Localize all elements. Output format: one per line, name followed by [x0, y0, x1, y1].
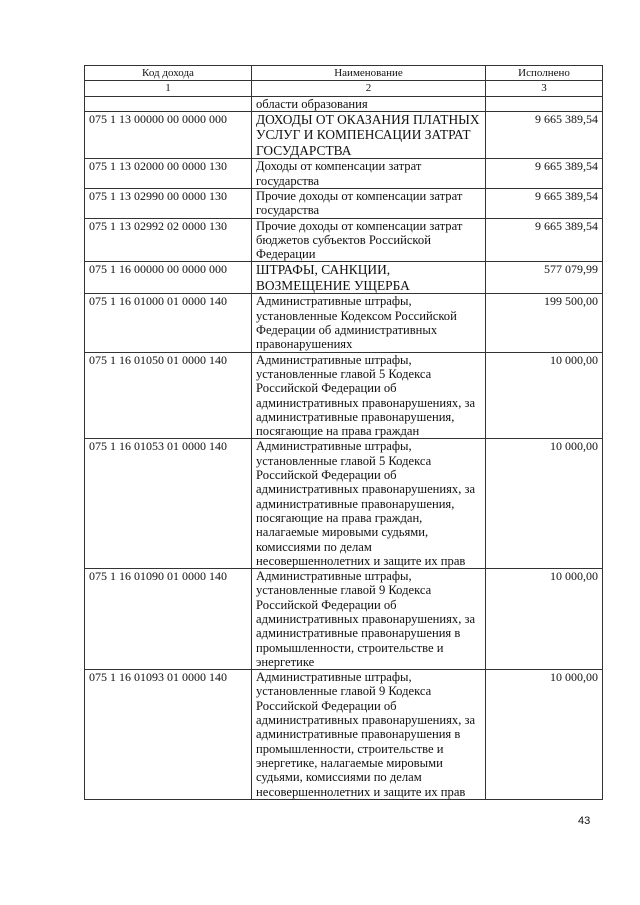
executed-amount-cell: 10 000,00 — [486, 670, 603, 800]
table-row — [85, 96, 603, 111]
column-number-1: 1 — [85, 81, 252, 96]
header-code: Код дохода — [85, 66, 252, 81]
column-number-3: 3 — [486, 81, 603, 96]
revenue-code-cell: 075 1 13 02992 02 0000 130 — [85, 218, 252, 262]
table-row — [85, 569, 603, 670]
table-row — [85, 111, 603, 159]
table-row — [85, 262, 603, 294]
executed-amount-cell: 9 665 389,54 — [486, 188, 603, 218]
executed-amount-cell: 9 665 389,54 — [486, 111, 603, 159]
revenue-name-cell: Административные штрафы, установленные главой 5 Кодекса Российской Федерации об административных правонарушениях, за административные правонарушения, посягающие на права граждан, налагаемые мировыми судьями, комиссиями по делам несовершеннолетних и защите их прав — [252, 439, 486, 569]
table-row — [85, 439, 603, 569]
revenue-code-cell: 075 1 13 00000 00 0000 000 — [85, 111, 252, 159]
executed-amount-cell — [486, 96, 603, 111]
revenue-name-cell: Доходы от компенсации затрат государства — [252, 159, 486, 189]
page-number: 43 — [578, 815, 591, 827]
revenue-table — [84, 65, 603, 800]
table-row — [85, 294, 603, 352]
table-row — [85, 352, 603, 439]
revenue-name-cell: Административные штрафы, установленные Кодексом Российской Федерации об административных правонарушениях — [252, 294, 486, 352]
revenue-code-cell: 075 1 16 01000 01 0000 140 — [85, 294, 252, 352]
executed-amount-cell: 9 665 389,54 — [486, 159, 603, 189]
header-name: Наименование — [252, 66, 486, 81]
column-number-row — [85, 81, 603, 96]
header-executed: Исполнено — [486, 66, 603, 81]
revenue-code-cell — [85, 96, 252, 111]
header-row — [85, 66, 603, 81]
revenue-name-cell: ДОХОДЫ ОТ ОКАЗАНИЯ ПЛАТНЫХ УСЛУГ И КОМПЕНСАЦИИ ЗАТРАТ ГОСУДАРСТВА — [252, 111, 486, 159]
revenue-name-cell: Административные штрафы, установленные главой 5 Кодекса Российской Федерации об административных правонарушениях, за административные правонарушения, посягающие на права граждан — [252, 352, 486, 439]
revenue-code-cell: 075 1 16 01093 01 0000 140 — [85, 670, 252, 800]
revenue-name-cell: Административные штрафы, установленные главой 9 Кодекса Российской Федерации об административных правонарушениях, за административные правонарушения в промышленности, строительстве и энергетике — [252, 569, 486, 670]
executed-amount-cell: 10 000,00 — [486, 569, 603, 670]
revenue-name-cell: Прочие доходы от компенсации затрат государства — [252, 188, 486, 218]
table-row — [85, 159, 603, 189]
revenue-code-cell: 075 1 16 01090 01 0000 140 — [85, 569, 252, 670]
revenue-name-cell: ШТРАФЫ, САНКЦИИ, ВОЗМЕЩЕНИЕ УЩЕРБА — [252, 262, 486, 294]
revenue-name-cell: Административные штрафы, установленные главой 9 Кодекса Российской Федерации об административных правонарушениях, за административные правонарушения в промышленности, строительстве и энергетике, налагаемые мировыми судьями, комиссиями по делам несовершеннолетних и защите их прав — [252, 670, 486, 800]
executed-amount-cell: 10 000,00 — [486, 352, 603, 439]
revenue-name-cell: области образования — [252, 96, 486, 111]
revenue-name-cell: Прочие доходы от компенсации затрат бюджетов субъектов Российской Федерации — [252, 218, 486, 262]
executed-amount-cell: 9 665 389,54 — [486, 218, 603, 262]
executed-amount-cell: 199 500,00 — [486, 294, 603, 352]
revenue-code-cell: 075 1 16 01050 01 0000 140 — [85, 352, 252, 439]
table-row — [85, 218, 603, 262]
executed-amount-cell: 577 079,99 — [486, 262, 603, 294]
revenue-code-cell: 075 1 13 02000 00 0000 130 — [85, 159, 252, 189]
revenue-code-cell: 075 1 16 01053 01 0000 140 — [85, 439, 252, 569]
column-number-2: 2 — [252, 81, 486, 96]
revenue-code-cell: 075 1 13 02990 00 0000 130 — [85, 188, 252, 218]
table-row — [85, 670, 603, 800]
revenue-code-cell: 075 1 16 00000 00 0000 000 — [85, 262, 252, 294]
table-row — [85, 188, 603, 218]
executed-amount-cell: 10 000,00 — [486, 439, 603, 569]
